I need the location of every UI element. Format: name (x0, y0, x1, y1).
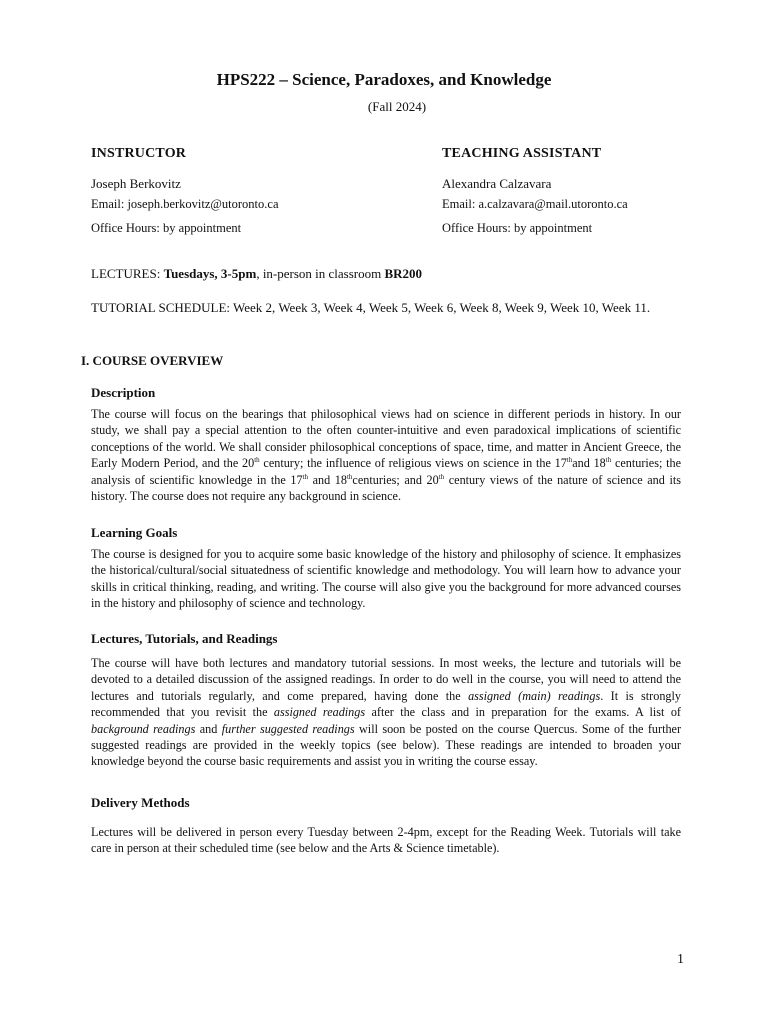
instructor-heading: INSTRUCTOR (91, 146, 187, 161)
lectures-label: LECTURES: (91, 266, 164, 281)
course-title: HPS222 – Science, Paradoxes, and Knowledge (216, 70, 552, 89)
lectures-tutorials-paragraph: The course will have both lectures and mandatory tutorial sessions. In most weeks, the lecture and tutorials will be devoted to a detailed discussion of the assigned readings. In order to do well in the course, you will need to attend the lectures and tutorials regularly, and come prepared, having done the assigned (main) readings. It is strongly recommended that you revisit the assigned readings after the class and in preparation for the exams. A list of background readings and further suggested readings will soon be posted on the course Quercus. Some of the further suggested readings are provided in the weekly topics (see below). These readings are intended to broaden your knowledge beyond the course basic requirements and assist you in writing the course essay. (91, 656, 682, 769)
ta-block (442, 146, 742, 236)
tutorial-schedule: TUTORIAL SCHEDULE: Week 2, Week 3, Week 4, Week 5, Week 6, Week 8, Week 9, Week 10, Week 11. (91, 300, 651, 315)
instructor-office-hours: Office Hours: by appointment (91, 221, 242, 235)
instructor-block (91, 146, 391, 236)
description-paragraph: The course will focus on the bearings that philosophical views had on science in different periods in history. In our study, we shall pay a special attention to the often counter-intuitive and even paradoxical implications of scientific conceptions of the world. We shall consider philosophical conceptions of space, time, and matter in Ancient Greece, the Early Modern Period, and the 20th century; the influence of religious views on science in the 17thand 18th centuries; the analysis of scientific knowledge in the 17th and 18thcenturies; and 20th century views of the nature of science and its history. The course does not require any background in science. (91, 407, 681, 504)
course-term: (Fall 2024) (367, 99, 427, 114)
instructor-name: Joseph Berkovitz (91, 176, 181, 191)
lectures-tutorials-heading: Lectures, Tutorials, and Readings (91, 631, 278, 646)
ta-email: Email: a.calzavara@mail.utoronto.ca (442, 197, 628, 211)
learning-goals-paragraph: The course is designed for you to acquire some basic knowledge of the history and philosophy of science. It emphasizes the historical/cultural/social situatedness of scientific knowledge and methodology. You will learn how to advance your skills in critical thinking, reading, and writing. The course will also give you the background for more advanced courses in the history and philosophy of science and technology. (91, 547, 681, 611)
page-number: 1 (677, 952, 684, 967)
description-heading: Description (91, 385, 156, 400)
ta-heading: TEACHING ASSISTANT (442, 146, 602, 161)
lectures-mid: , in-person in classroom (256, 266, 385, 281)
lectures-room: BR200 (384, 266, 423, 281)
delivery-methods-heading: Delivery Methods (91, 795, 190, 810)
lectures-time: Tuesdays, 3-5pm (163, 266, 257, 281)
learning-goals-heading: Learning Goals (91, 525, 178, 540)
ta-name: Alexandra Calzavara (442, 176, 552, 191)
lectures-line (91, 266, 422, 282)
ta-office-hours: Office Hours: by appointment (442, 221, 593, 235)
section-heading-overview: I. COURSE OVERVIEW (81, 353, 224, 368)
instructor-email: Email: joseph.berkovitz@utoronto.ca (91, 197, 279, 211)
delivery-methods-paragraph: Lectures will be delivered in person every Tuesday between 2-4pm, except for the Reading Week. Tutorials will take care in person at their scheduled time (see below and the Arts & Science timetable). (91, 825, 681, 856)
